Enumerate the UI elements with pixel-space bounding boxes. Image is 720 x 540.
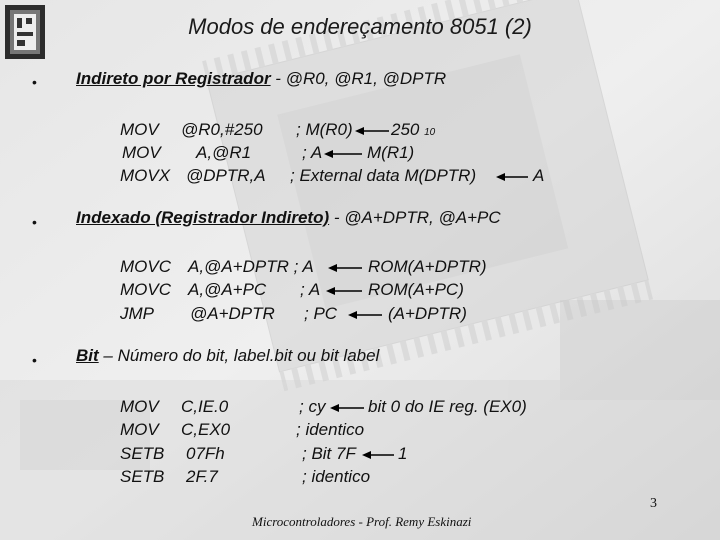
code-operand: C,EX0 — [181, 420, 231, 439]
code-comment: ; Bit 7F — [302, 444, 356, 463]
code-instruction: SETB — [120, 444, 165, 463]
code-comment: ; External data M(DPTR) — [290, 166, 477, 185]
code-instruction: MOVC — [120, 280, 171, 299]
code-comment: ; PC — [304, 304, 338, 323]
code-operand: @A+DPTR — [190, 304, 275, 323]
code-comment: ; identico — [296, 420, 365, 439]
code-result: ROM(A+PC) — [368, 280, 464, 299]
left-arrow-icon — [328, 263, 364, 273]
slide-title: Modos de endereçamento 8051 (2) — [188, 14, 532, 39]
footer-author: Microcontroladores - Prof. Remy Eskinazi — [252, 514, 472, 529]
code-operand: @DPTR,A — [186, 166, 266, 185]
code-operand: 2F.7 — [186, 467, 218, 486]
bullet-marker: • — [32, 74, 37, 90]
code-comment: ; identico — [302, 467, 371, 486]
code-instruction: SETB — [120, 467, 165, 486]
bullet-marker: • — [32, 214, 37, 230]
code-instruction: MOV — [122, 143, 161, 162]
code-result: 1 — [398, 444, 408, 463]
result-subscript: 10 — [424, 127, 436, 138]
heading-keyword: Indireto por Registrador — [76, 69, 271, 88]
left-arrow-icon — [326, 286, 364, 296]
heading-keyword: Bit — [76, 346, 99, 365]
left-arrow-icon — [355, 126, 391, 136]
code-comment: ; A — [300, 280, 321, 299]
page-number: 3 — [650, 496, 657, 511]
heading-rest: - @A+DPTR, @A+PC — [329, 208, 501, 227]
heading-rest: - @R0, @R1, @DPTR — [270, 69, 447, 88]
bullet-marker: • — [32, 352, 37, 368]
code-result: ROM(A+DPTR) — [368, 257, 487, 276]
left-arrow-icon — [324, 149, 364, 159]
heading-keyword: Indexado (Registrador Indireto) — [76, 208, 330, 227]
code-result: bit 0 do IE reg. (EX0) — [368, 397, 527, 416]
code-instruction: MOVX — [120, 166, 171, 185]
code-operand: A,@A+DPTR ; A — [188, 257, 314, 276]
code-operand: A,@A+PC — [188, 280, 267, 299]
section-heading-indirect — [76, 69, 446, 89]
code-instruction: MOV — [120, 397, 159, 416]
code-comment: ; A — [302, 143, 323, 162]
code-instruction: MOV — [120, 420, 159, 439]
heading-rest: – Número do bit, label.bit ou bit label — [98, 346, 380, 365]
code-operand: C,IE.0 — [181, 397, 229, 416]
left-arrow-icon — [496, 172, 530, 182]
code-instruction: MOV — [120, 120, 159, 139]
result-value: 250 — [391, 120, 420, 139]
left-arrow-icon — [348, 310, 384, 320]
left-arrow-icon — [330, 403, 366, 413]
left-arrow-icon — [362, 450, 396, 460]
section-heading-indexed — [76, 208, 501, 228]
code-result: M(R1) — [367, 143, 415, 162]
code-result — [391, 120, 435, 140]
code-comment: ; M(R0) — [296, 120, 353, 139]
code-instruction: MOVC — [120, 257, 171, 276]
code-result: A — [533, 166, 545, 185]
code-operand: @R0,#250 — [181, 120, 263, 139]
code-instruction: JMP — [120, 304, 154, 323]
code-operand: 07Fh — [186, 444, 225, 463]
section-heading-bit — [76, 346, 379, 366]
code-result: (A+DPTR) — [388, 304, 467, 323]
code-comment: ; cy — [299, 397, 326, 416]
code-operand: A,@R1 — [196, 143, 252, 162]
